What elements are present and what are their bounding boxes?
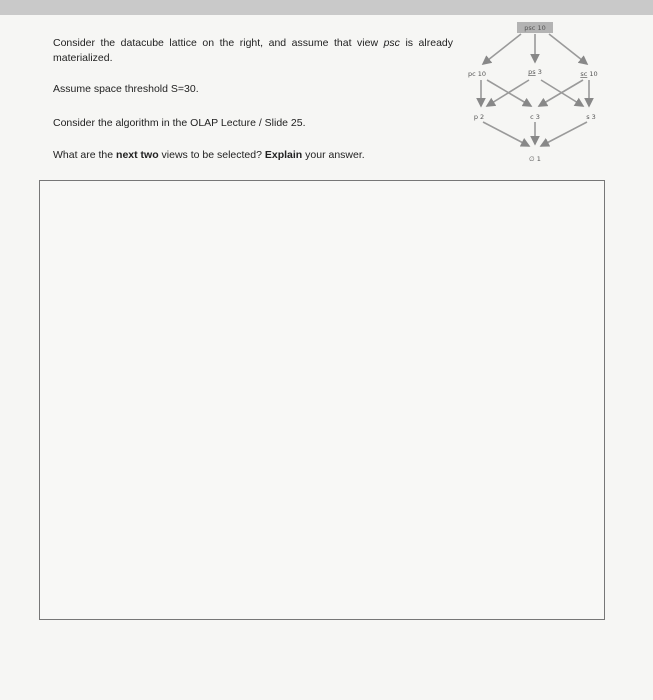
node-ps: ps 3 [528,68,542,76]
node-c: c 3 [530,113,540,121]
intro-view: psc [383,37,400,49]
question-ask [53,148,365,163]
node-sc: sc 10 [580,70,598,78]
intro-prefix: Consider the datacube lattice on the right, and assume that view [53,37,384,49]
ask-bold-next-two: next two [116,149,159,161]
ask-suffix: your answer. [302,149,365,161]
algorithm-text: Consider the algorithm in the OLAP Lecture / Slide 25. [53,117,306,129]
edge-psc-pc [483,34,521,64]
node-empty: ∅ 1 [529,155,541,163]
intro-suffix: is already materialized. [53,37,453,64]
ask-prefix: What are the [53,149,117,161]
edge-psc-sc [549,34,587,64]
top-bar [0,0,653,15]
edge-s-empty [541,122,587,146]
ask-bold-explain: Explain [264,149,303,161]
edge-p-empty [483,122,529,146]
node-s: s 3 [586,113,596,121]
ask-mid: views to be selected? [158,149,265,161]
node-p: p 2 [473,113,485,121]
lattice-edges [481,34,589,146]
question-intro [53,36,453,66]
threshold-text: Assume space threshold S=30. [53,83,199,95]
node-psc: psc 10 [524,24,546,32]
node-pc: pc 10 [467,70,487,78]
datacube-lattice-diagram [455,18,615,168]
answer-box[interactable] [39,180,605,620]
